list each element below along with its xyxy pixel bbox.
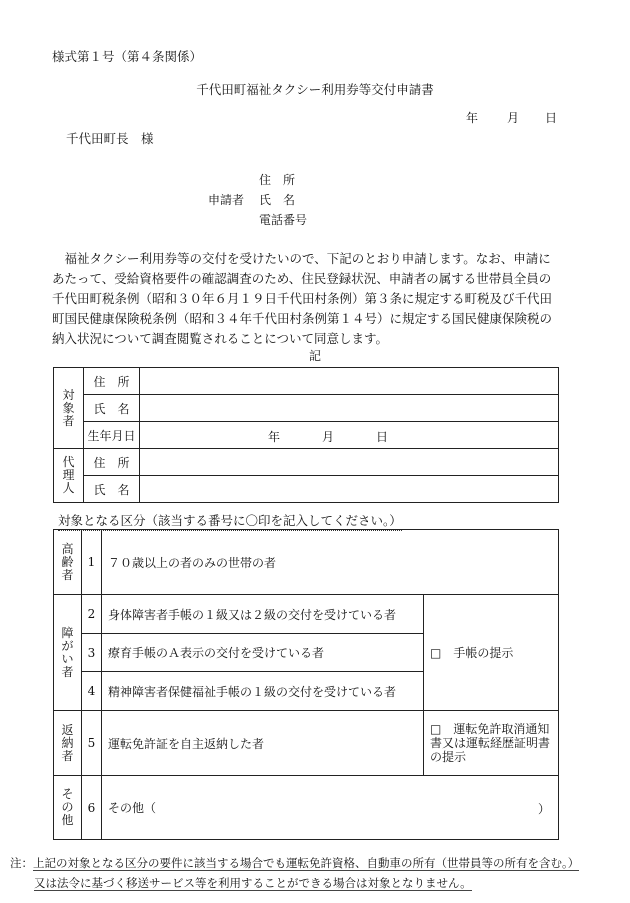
other-field[interactable] — [102, 776, 559, 840]
subject-address-field[interactable] — [140, 368, 559, 395]
subject-label: 対象者 — [54, 368, 84, 449]
category-heading: 対象となる区分（該当する番号に〇印を記入してください。） — [58, 511, 402, 531]
proxy-name-label: 氏 名 — [84, 476, 140, 503]
other-close-paren: ） — [537, 802, 550, 816]
category-number-5[interactable]: 5 — [82, 711, 102, 776]
subject-birthdate-label: 生年月日 — [84, 422, 140, 449]
footnote-line-1: 上記の対象となる区分の要件に該当する場合でも運転免許資格、自動車の所有（世帯員等の所有を含む。） — [33, 856, 580, 870]
footnote-line-2: 又は法令に基づく移送サービス等を利用することができる場合は対象となりません。 — [34, 876, 472, 890]
elderly-label: 高齢者 — [54, 530, 82, 595]
target-table — [53, 367, 559, 503]
birth-day-label: 日 — [376, 430, 389, 444]
license-return-check[interactable]: □ 運転免許取消通知書又は運転経歴証明書の提示 — [424, 711, 559, 776]
proxy-name-field[interactable] — [140, 476, 559, 503]
applicant-name-label: 氏 名 — [259, 193, 296, 207]
date-month: 月 — [507, 111, 520, 125]
category-desc-3: 療育手帳のＡ表示の交付を受けている者 — [102, 634, 424, 672]
handbook-check[interactable]: □ 手帳の提示 — [424, 595, 559, 711]
category-desc-4: 精神障害者保健福祉手帳の１級の交付を受けている者 — [102, 672, 424, 711]
category-desc-5: 運転免許証を自主返納した者 — [102, 711, 424, 776]
disabled-label: 障がい者 — [54, 595, 82, 711]
ki-heading: 記 — [308, 349, 321, 363]
subject-name-field[interactable] — [140, 395, 559, 422]
category-desc-1: ７０歳以上の者のみの世帯の者 — [102, 530, 559, 595]
date-year: 年 — [466, 111, 479, 125]
addressee: 千代田町長 様 — [66, 131, 154, 146]
category-number-1[interactable]: 1 — [82, 530, 102, 595]
footnote — [10, 853, 579, 893]
other-prefix: その他（ — [108, 801, 157, 815]
birth-year-label: 年 — [268, 430, 281, 444]
proxy-label: 代理人 — [54, 449, 84, 503]
category-table — [53, 529, 559, 840]
proxy-address-field[interactable] — [140, 449, 559, 476]
category-desc-2: 身体障害者手帳の１級又は２級の交付を受けている者 — [102, 595, 424, 634]
category-number-4[interactable]: 4 — [82, 672, 102, 711]
category-number-2[interactable]: 2 — [82, 595, 102, 634]
subject-birthdate-field[interactable] — [140, 422, 559, 449]
subject-name-label: 氏 名 — [84, 395, 140, 422]
applicant-phone-label: 電話番号 — [259, 213, 308, 227]
applicant-label: 申請者 — [208, 193, 245, 207]
birth-month-label: 月 — [322, 430, 335, 444]
category-number-6[interactable]: 6 — [82, 776, 102, 840]
returned-label: 返納者 — [54, 711, 82, 776]
proxy-address-label: 住 所 — [84, 449, 140, 476]
subject-address-label: 住 所 — [84, 368, 140, 395]
form-number: 様式第１号（第４条関係） — [52, 49, 203, 64]
other-label: その他 — [54, 776, 82, 840]
page-title: 千代田町福祉タクシー利用券等交付申請書 — [196, 82, 434, 97]
intro-paragraph: 福祉タクシー利用券等の交付を受けたいので、下記のとおり申請します。なお、申請にあたって、受給資格要件の確認調査のため、住民登録状況、申請者の属する世帯員全員の千代田町税条例（昭和３０年６月１９日千代田村条例）第３条に規定する町税及び千代田町国民健康保険税条例（昭和３４年千代田村条例第１４号）に規定する国民健康保険税の納入状況について調査閲覧されることについて同意します。 — [52, 251, 553, 346]
applicant-address-label: 住 所 — [259, 173, 296, 187]
date-day: 日 — [545, 111, 558, 125]
category-number-3[interactable]: 3 — [82, 634, 102, 672]
footnote-prefix: 注： — [10, 856, 33, 870]
